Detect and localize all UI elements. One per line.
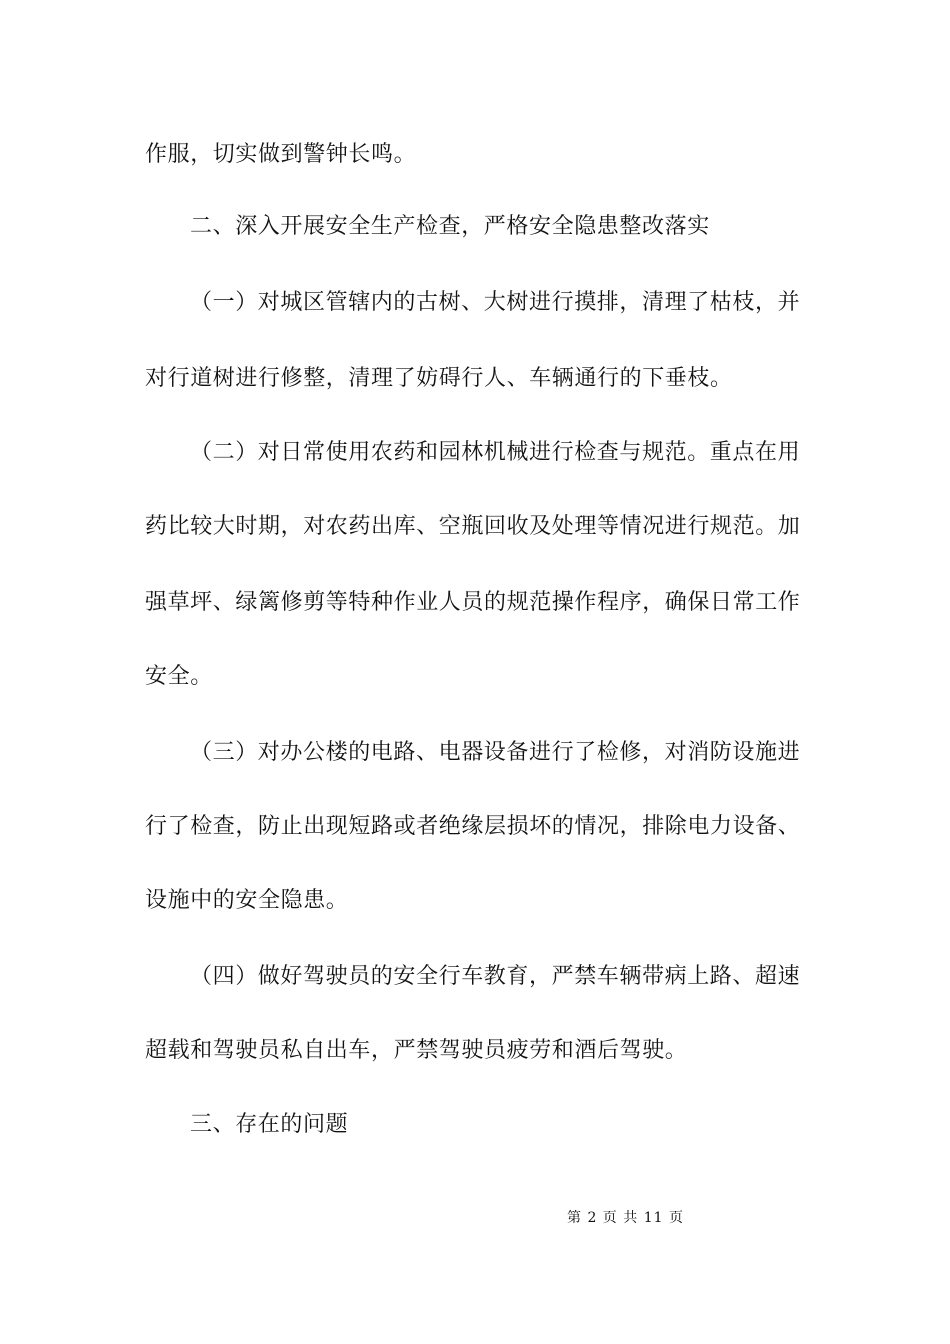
paragraph-line: 强草坪、绿篱修剪等特种作业人员的规范操作程序，确保日常工作 — [145, 590, 801, 615]
paragraph-line: 超载和驾驶员私自出车，严禁驾驶员疲劳和酒后驾驶。 — [145, 1038, 688, 1063]
paragraph-line: 行了检查，防止出现短路或者绝缘层损坏的情况，排除电力设备、 — [145, 814, 801, 839]
paragraph-line: （一）对城区管辖内的古树、大树进行摸排，清理了枯枝，并 — [190, 290, 801, 315]
paragraph-line: （四）做好驾驶员的安全行车教育，严禁车辆带病上路、超速 — [190, 964, 801, 989]
paragraph-line: 安全。 — [145, 664, 213, 689]
paragraph-line: （二）对日常使用农药和园林机械进行检查与规范。重点在用 — [190, 440, 801, 465]
paragraph-line: 对行道树进行修整，清理了妨碍行人、车辆通行的下垂枝。 — [145, 366, 733, 391]
page-number: 第 2 页 共 11 页 — [567, 1210, 684, 1226]
section-heading: 三、存在的问题 — [190, 1112, 349, 1137]
section-heading: 二、深入开展安全生产检查，严格安全隐患整改落实 — [190, 214, 710, 239]
paragraph-line: 作服，切实做到警钟长鸣。 — [145, 142, 417, 167]
paragraph-line: （三）对办公楼的电路、电器设备进行了检修，对消防设施进 — [190, 740, 801, 765]
paragraph-line: 设施中的安全隐患。 — [145, 888, 349, 913]
paragraph-line: 药比较大时期，对农药出库、空瓶回收及处理等情况进行规范。加 — [145, 514, 801, 539]
